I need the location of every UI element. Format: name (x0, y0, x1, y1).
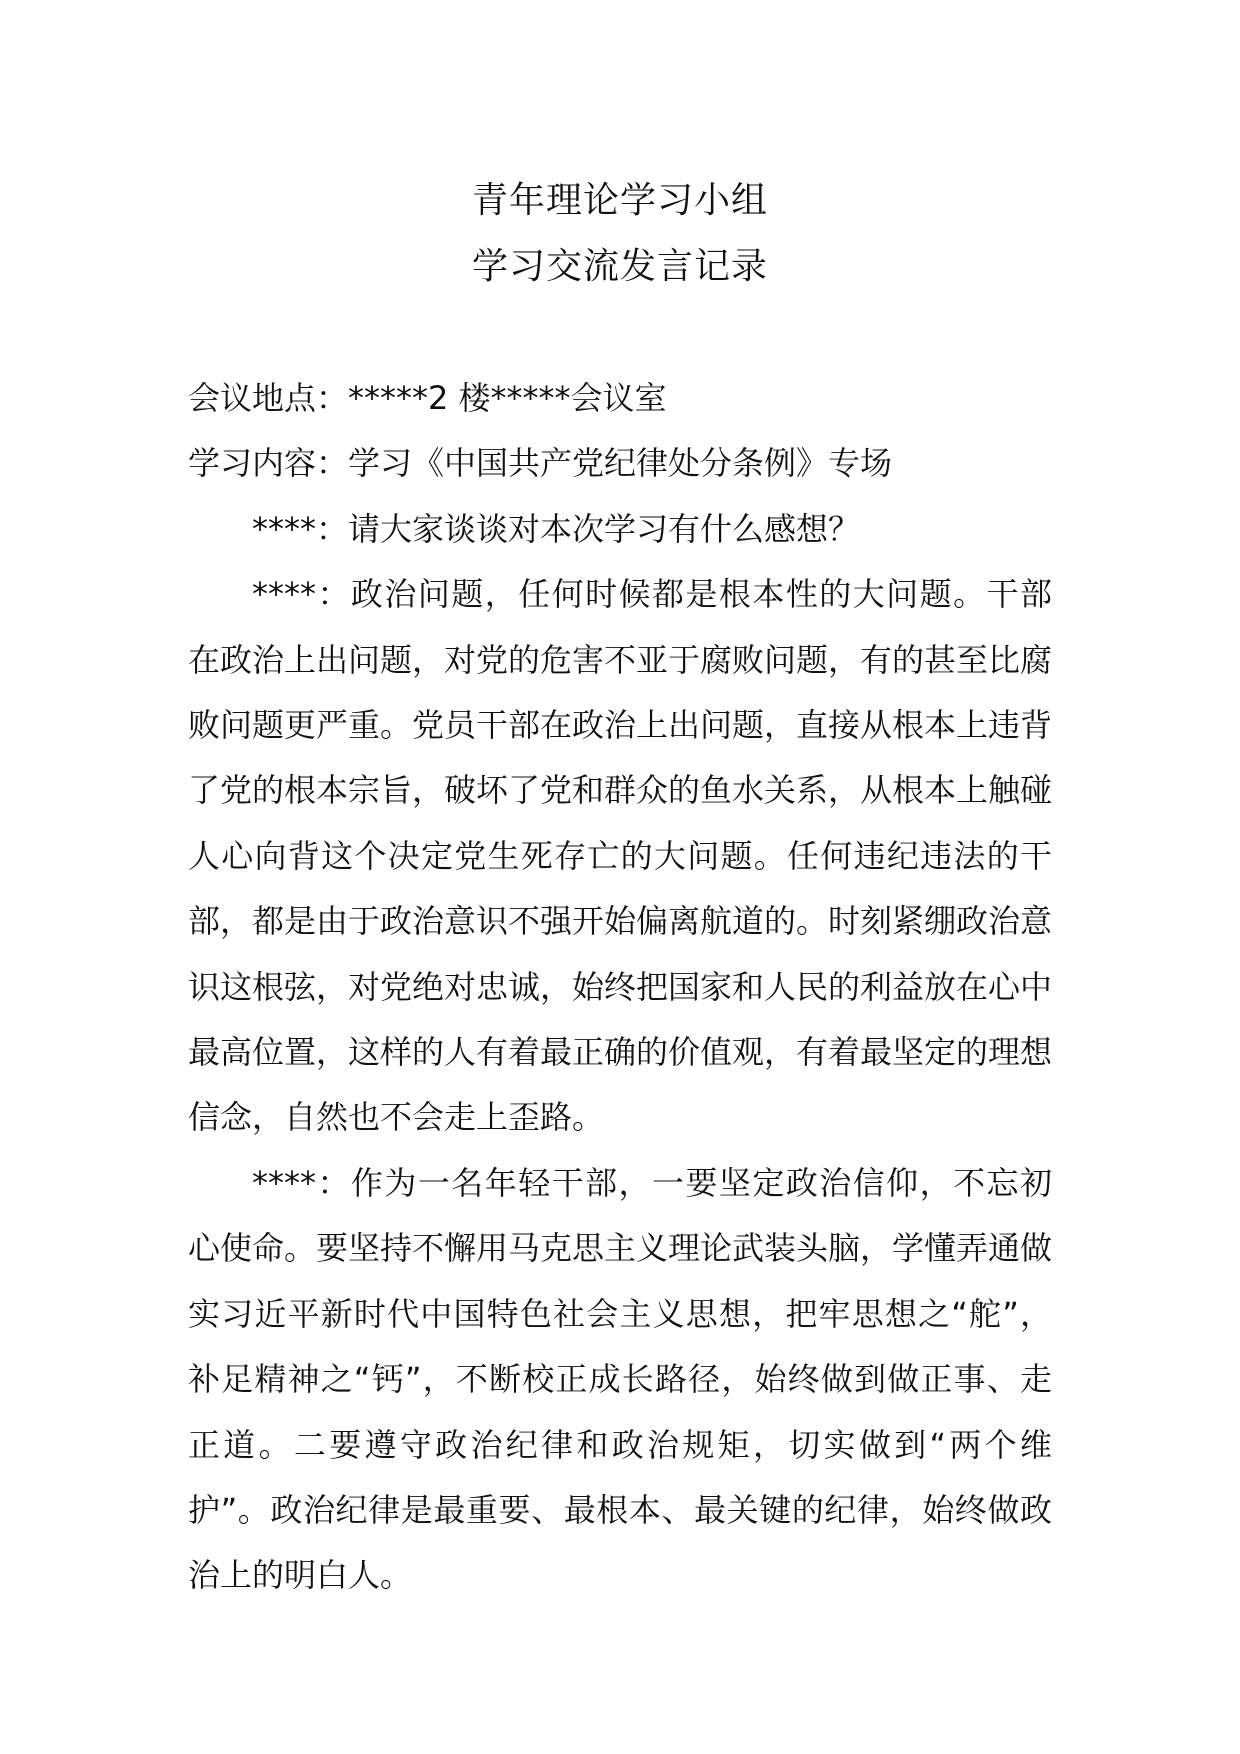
meeting-location: 会议地点：*****2 楼*****会议室 (188, 379, 667, 417)
title-line-1: 青年理论学习小组 (471, 180, 768, 221)
speech-text: 政治问题，任何时候都是根本性的大问题。干部在政治上出问题，对党的危害不亚于腐败问题，有的甚至比腐败问题更严重。党员干部在政治上出问题，直接从根本上违背了党的根本宗旨，破坏了党和群众的鱼水关系，从根本上触碰人心向背这个决定党生死存亡的大问题。任何违纪违法的干部，都是由于政治意识不强开始偏离航道的。时刻紧绷政治意识这根弦，对党绝对忠诚，始终把国家和人民的利益放在心中最高位置，这样的人有着最正确的价值观，有着最坚定的理想信念，自然也不会走上歪路。 (188, 575, 1053, 1137)
speech-paragraph-2 (188, 562, 1052, 1151)
speech-paragraph-3 (188, 1151, 1052, 1609)
speaker-name: ****： (252, 1163, 351, 1202)
document-title (0, 168, 1240, 300)
document-body (188, 366, 1052, 1609)
study-content: 学习内容：学习《中国共产党纪律处分条例》专场 (188, 444, 893, 483)
speech-text: 作为一名年轻干部，一要坚定政治信仰，不忘初心使命。要坚持不懈用马克思主义理论武装头脑，学懂弄通做实习近平新时代中国特色社会主义思想，把牢思想之“舵”，补足精神之“钙”，不断校正成长路径，始终做到做正事、走正道。二要遵守政治纪律和政治规矩，切实做到“两个维护”。政治纪律是最重要、最根本、最关键的纪律，始终做政治上的明白人。 (188, 1163, 1053, 1595)
speaker-name: ****： (252, 509, 349, 548)
speaker-name: ****： (252, 575, 351, 614)
speech-text: 请大家谈谈对本次学习有什么感想？ (348, 509, 861, 548)
title-line-2: 学习交流发言记录 (471, 246, 768, 287)
speech-paragraph-1 (188, 497, 1052, 562)
